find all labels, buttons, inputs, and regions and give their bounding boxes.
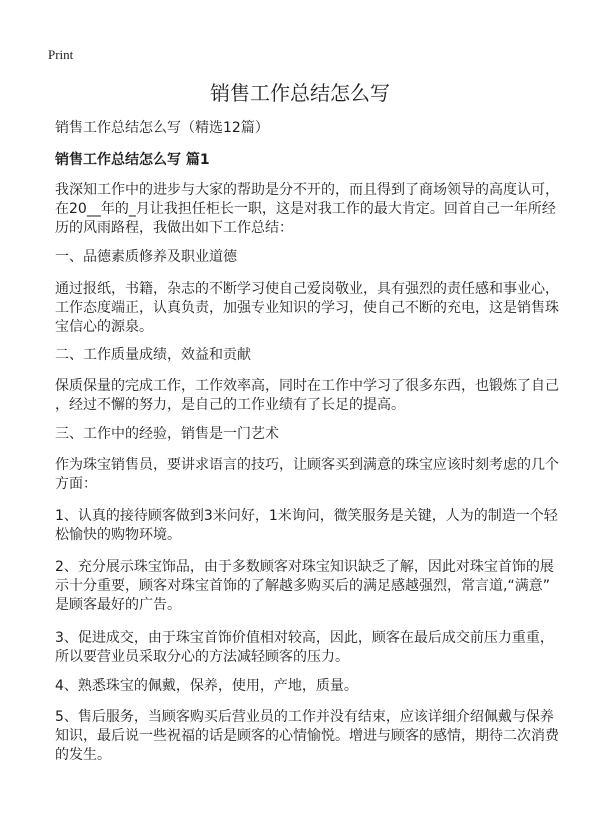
text-line: 方面： <box>55 476 97 492</box>
section-1-heading <box>55 248 555 267</box>
text-line: 一、品德素质修养及职业道德 <box>55 249 237 265</box>
text-line: 4、熟悉珠宝的佩戴，保养，使用，产地，质量。 <box>55 678 358 694</box>
text-line: 三、工作中的经验，销售是一门艺术 <box>55 426 279 442</box>
text-line: 松愉快的购物环境。 <box>55 527 181 543</box>
section-1-paragraph <box>55 280 559 337</box>
text-line: 知识，最后说一些祝福的话是顾客的心情愉悦。增进与顾客的感情，期待二次消费 <box>55 728 559 744</box>
intro-paragraph <box>55 181 559 238</box>
section-3-paragraph <box>55 456 559 494</box>
print-label: Print <box>48 47 74 62</box>
text-line: 的发生。 <box>55 747 111 763</box>
point-3 <box>55 629 555 667</box>
text-line: ，经过不懈的努力，是自己的工作业绩有了长足的提高。 <box>55 397 405 413</box>
section-3-heading <box>55 425 555 444</box>
text-line: 在20__年的_月让我担任柜长一职，这是对我工作的最大肯定。回首自己一年所经 <box>55 201 556 217</box>
text-line: 5、售后服务，当顾客购买后营业员的工作并没有结束，应该详细介绍佩戴与保养 <box>55 709 554 725</box>
text-line: 工作态度端正，认真负责，加强专业知识的学习，使自己不断的充电，这是销售珠 <box>55 300 559 316</box>
text-line: 历的风雨路程，我做出如下工作总结： <box>55 220 293 236</box>
text-line: 3、促进成交，由于珠宝首饰价值相对较高，因此，顾客在最后成交前压力重重， <box>55 630 554 646</box>
section-heading: 销售工作总结怎么写 篇1 <box>55 152 210 168</box>
subtitle: 销售工作总结怎么写（精选12篇） <box>55 120 269 136</box>
point-5 <box>55 708 559 765</box>
section-2-paragraph <box>55 377 559 415</box>
point-4 <box>55 677 555 696</box>
text-line: 我深知工作中的进步与大家的帮助是分不开的，而且得到了商场领导的高度认可， <box>55 182 559 198</box>
text-line: 1、认真的接待顾客做到3米问好，1米询问，微笑服务是关键，人为的制造一个轻 <box>55 508 558 524</box>
text-line: 所以要营业员采取分心的方法减轻顾客的压力。 <box>55 649 349 665</box>
section-2-heading <box>55 346 555 365</box>
text-line: 作为珠宝销售员，要讲求语言的技巧，让顾客买到满意的珠宝应该时刻考虑的几个 <box>55 457 559 473</box>
text-line: 示十分重要，顾客对珠宝首饰的了解越多购买后的满足感越强烈，常言道,“满意” <box>55 578 550 594</box>
text-line: 二、工作质量成绩，效益和贡献 <box>55 347 251 363</box>
point-1 <box>55 507 558 545</box>
text-line: 2、充分展示珠宝饰品，由于多数顾客对珠宝知识缺乏了解，因此对珠宝首饰的展 <box>55 559 554 575</box>
text-line: 通过报纸，书籍，杂志的不断学习使自己爱岗敬业，具有强烈的责任感和事业心， <box>55 281 559 297</box>
page-title: 销售工作总结怎么写 <box>210 81 390 105</box>
text-line: 是顾客最好的广告。 <box>55 597 181 613</box>
point-2 <box>55 558 555 615</box>
text-line: 保质保量的完成工作，工作效率高，同时在工作中学习了很多东西，也锻炼了自己 <box>55 378 559 394</box>
text-line: 宝信心的源泉。 <box>55 319 153 335</box>
